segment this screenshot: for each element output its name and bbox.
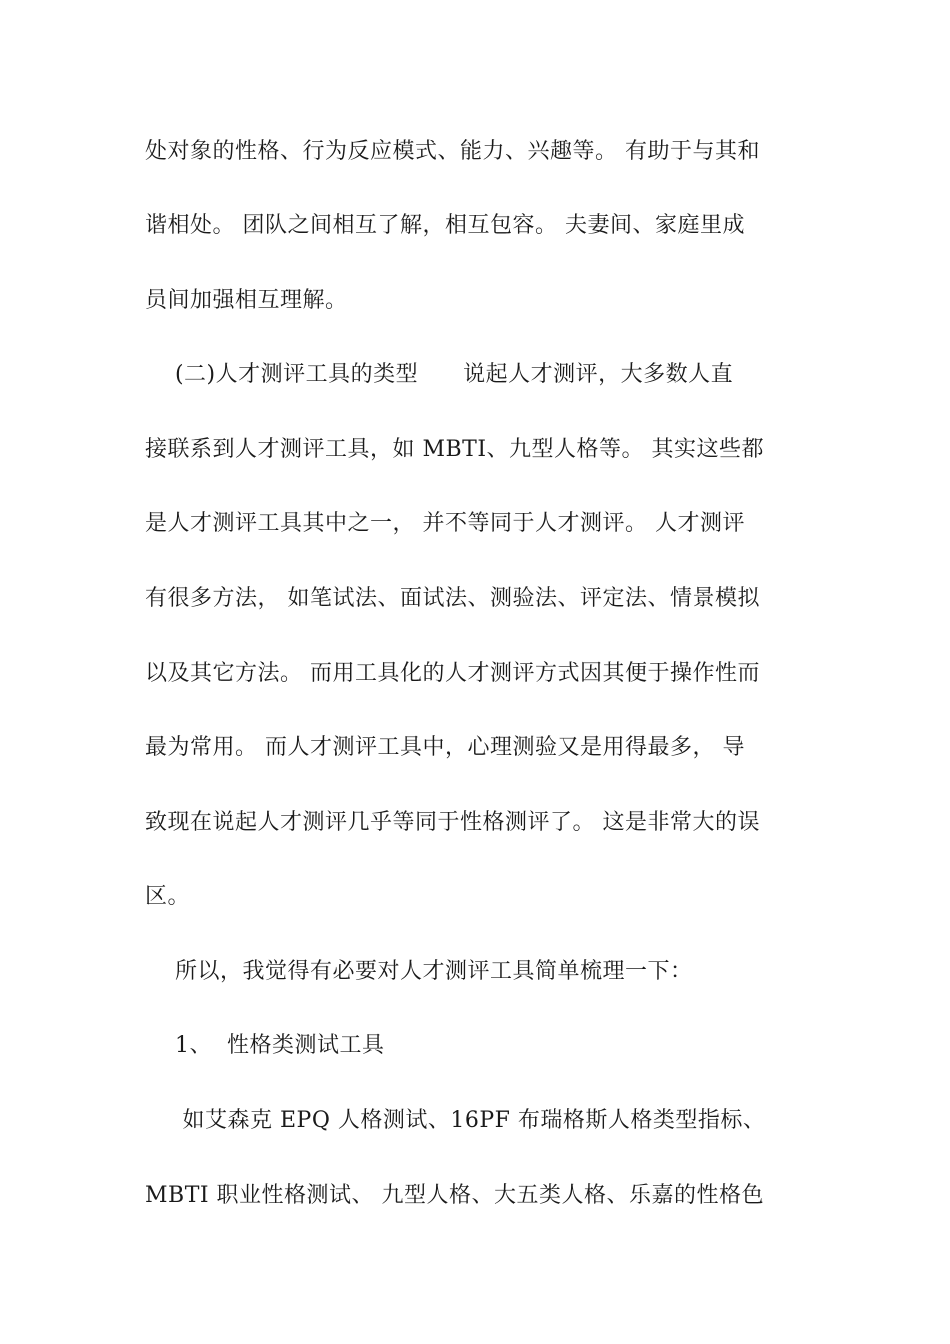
text-line: 有很多方法， 如笔试法、面试法、测验法、评定法、情景模拟 xyxy=(145,586,760,611)
section-heading-line: (二)人才测评工具的类型 说起人才测评，大多数人直 xyxy=(145,362,734,387)
text-line: 处对象的性格、行为反应模式、能力、兴趣等。 有助于与其和 xyxy=(145,139,760,164)
text-line: 如艾森克 EPQ 人格测试、16PF 布瑞格斯人格类型指标、 xyxy=(145,1108,766,1133)
text-line: 区。 xyxy=(145,884,191,909)
text-line: 员间加强相互理解。 xyxy=(145,288,348,313)
text-line: 所以，我觉得有必要对人才测评工具简单梳理一下： xyxy=(145,959,693,984)
text-line: 致现在说起人才测评几乎等同于性格测评了。 这是非常大的误 xyxy=(145,810,760,835)
text-line: 谐相处。 团队之间相互了解，相互包容。 夫妻间、家庭里成 xyxy=(145,213,745,238)
text-line: 接联系到人才测评工具，如 MBTI、九型人格等。 其实这些都 xyxy=(145,437,765,462)
list-item-heading: 1、 性格类测试工具 xyxy=(145,1033,385,1058)
text-line: 最为常用。 而人才测评工具中，心理测验又是用得最多， 导 xyxy=(145,735,745,760)
text-line: 是人才测评工具其中之一， 并不等同于人才测评。 人才测评 xyxy=(145,511,745,536)
text-line: 以及其它方法。 而用工具化的人才测评方式因其便于操作性而 xyxy=(145,661,760,686)
text-line: MBTI 职业性格测试、 九型人格、大五类人格、乐嘉的性格色 xyxy=(145,1183,765,1208)
